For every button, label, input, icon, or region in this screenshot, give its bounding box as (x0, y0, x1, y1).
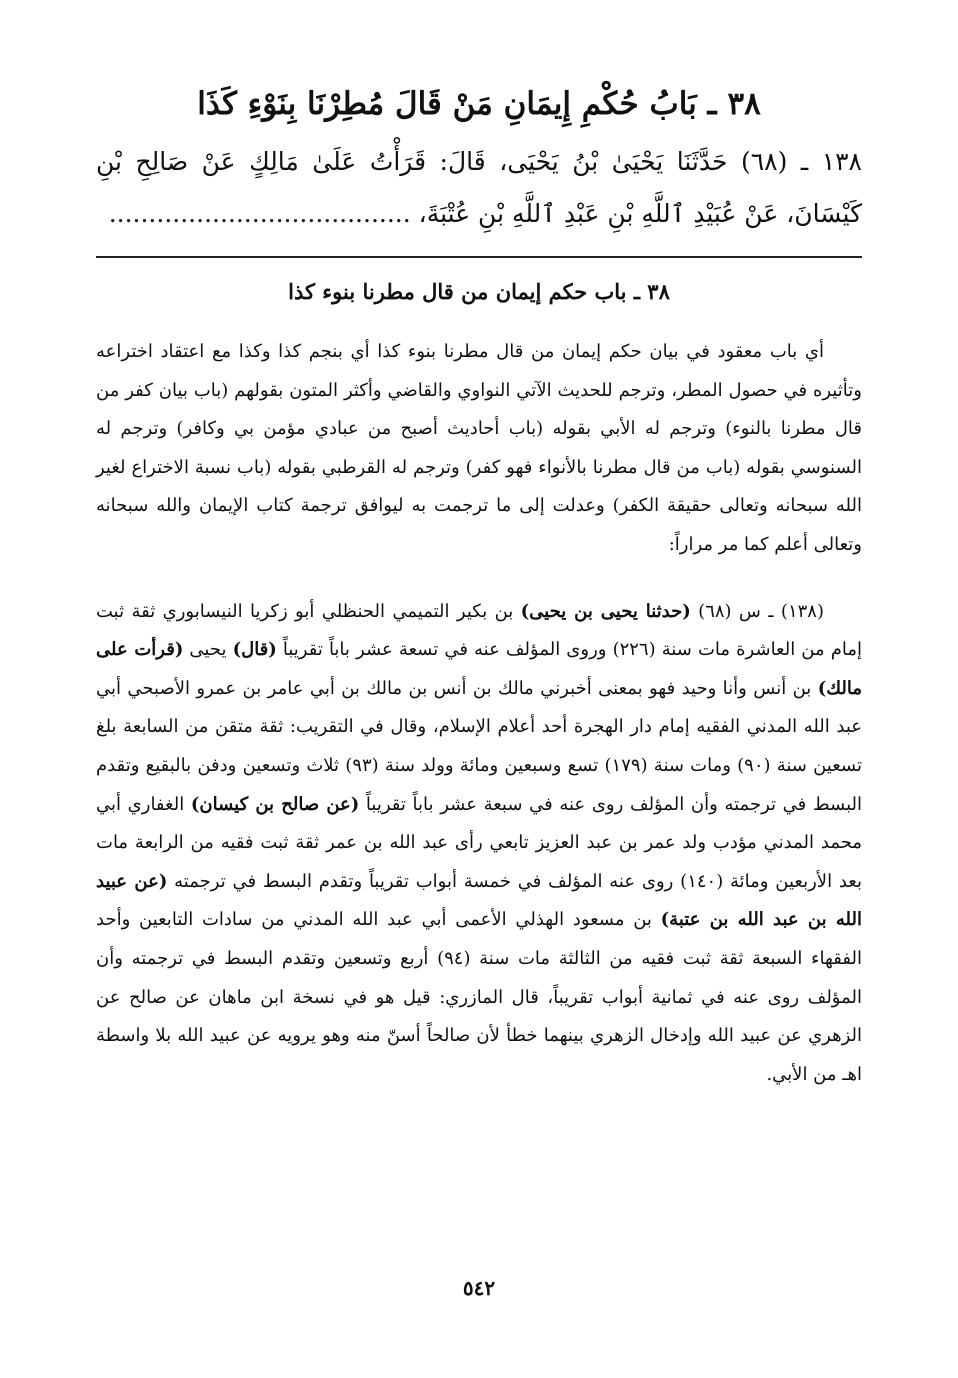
commentary-text-run: بن أنس وأنا وحيد فهو بمعنى أخبرني مالك بن أنس بن مالك بن أبي عامر بن عمرو الأصبحي أبي عبد الله المدني الفقيه إمام دار الهجرة أحد أعلام الإسلام، وقال في التقريب: ثقة متقن من السابعة بلغ تسعين سنة (٩٠) ومات سنة (١٧٩) تسع وسبعين ومائة وولد سنة (٩٣) ثلاث وتسعين ودفن بالبقيع وتقدم البسط في ترجمته وأن المؤلف روى عنه في سبعة عشر باباً تقريباً (96, 677, 862, 815)
commentary-paragraph-intro: أي باب معقود في بيان حكم إيمان من قال مطرنا بنوء كذا أي بنجم كذا وكذا مع اعتقاد اختراعه وتأثيره في حصول المطر، وترجم للحديث الآتي النواوي والقاضي وأكثر المتون بقولهم (باب بيان كفر من قال مطرنا بالنوء) وترجم له الأبي بقوله (باب أحاديث أصبح من عبادي مؤمن بي وكافر) وترجم له السنوسي بقوله (باب من قال مطرنا بالأنواء فهو كفر) وترجم له القرطبي بقوله (باب نسبة الاختراع لغير الله سبحانه وتعالى حقيقة الكفر) وعدلت إلى ما ترجمت به ليوافق ترجمة كتاب الإيمان والله سبحانه وتعالى أعلم كما مر مراراً: (96, 341, 862, 555)
hadith-text-paragraph: ١٣٨ ـ (٦٨) حَدَّثَنَا يَحْيَىٰ بْنُ يَحْيَى، قَالَ: قَرَأْتُ عَلَىٰ مَالِكٍ عَنْ صَالِحِ بْنِ كَيْسَانَ، عَنْ عُبَيْدِ ٱللَّهِ بْنِ عَبْدِ ٱللَّهِ بْنِ عُتْبَةَ، ...................................... (96, 147, 862, 228)
commentary-chapter-title: ٣٨ ـ باب حكم إيمان من قال مطرنا بنوء كذا (288, 279, 670, 304)
commentary-text-run: يحيى (183, 639, 233, 661)
commentary-hadith-quote: (عن عبيد الله بن عبد الله بن عتبة) (96, 870, 862, 931)
commentary-text-run: (١٣٨) ـ س (٦٨) (690, 600, 824, 622)
commentary-hadith-quote: (عن صالح بن كيسان) (190, 793, 360, 815)
page-number: ٥٤٢ (462, 1276, 496, 1300)
hadith-chapter-title: ٣٨ ـ بَابُ حُكْمِ إِيمَانِ مَنْ قَالَ مُطِرْنَا بِنَوْءِ كَذَا (197, 86, 761, 122)
commentary-hadith-quote: (حدثنا يحيى بن يحيى) (520, 600, 691, 622)
commentary-hadith-quote: (قال) (232, 639, 277, 661)
hadith-text (96, 136, 862, 240)
section-divider (96, 256, 862, 258)
commentary-text-run: بن بكير التميمي الحنظلي أبو زكريا النيسابوري ثقة ثبت إمام من العاشرة مات سنة (٢٢٦) وروى المؤلف عنه في تسعة عشر باباً تقريباً (96, 600, 863, 661)
commentary-paragraph-narrators (96, 593, 862, 1095)
commentary-body (96, 333, 862, 1094)
commentary-text-run: الغفاري أبي محمد المدني مؤدب ولد عمر بن عبد العزيز تابعي رأى عبد الله بن عمر ثقة ثبت فقيه من الرابعة مات بعد الأربعين ومائة (١٤٠) روى عنه المؤلف في خمسة أبواب تقريباً وتقدم البسط في ترجمته (96, 793, 863, 892)
commentary-text-run: بن مسعود الهذلي الأعمى أبي عبد الله المدني من سادات التابعين وأحد الفقهاء السبعة ثقة ثبت فقيه من الثالثة مات سنة (٩٤) أربع وتسعين وتقدم البسط في ترجمته وأن المؤلف روى عنه في ثمانية أبواب تقريباً، قال المازري: قيل هو في نسخة ابن ماهان عن صالح عن الزهري عن عبيد الله وإدخال الزهري بينهما خطأ لأن صالحاً أسنّ منه وهو يرويه عن عبيد الله بلا واسطة اهـ من الأبي. (96, 909, 862, 1085)
commentary-hadith-quote: (قرأت على مالك) (96, 639, 862, 699)
